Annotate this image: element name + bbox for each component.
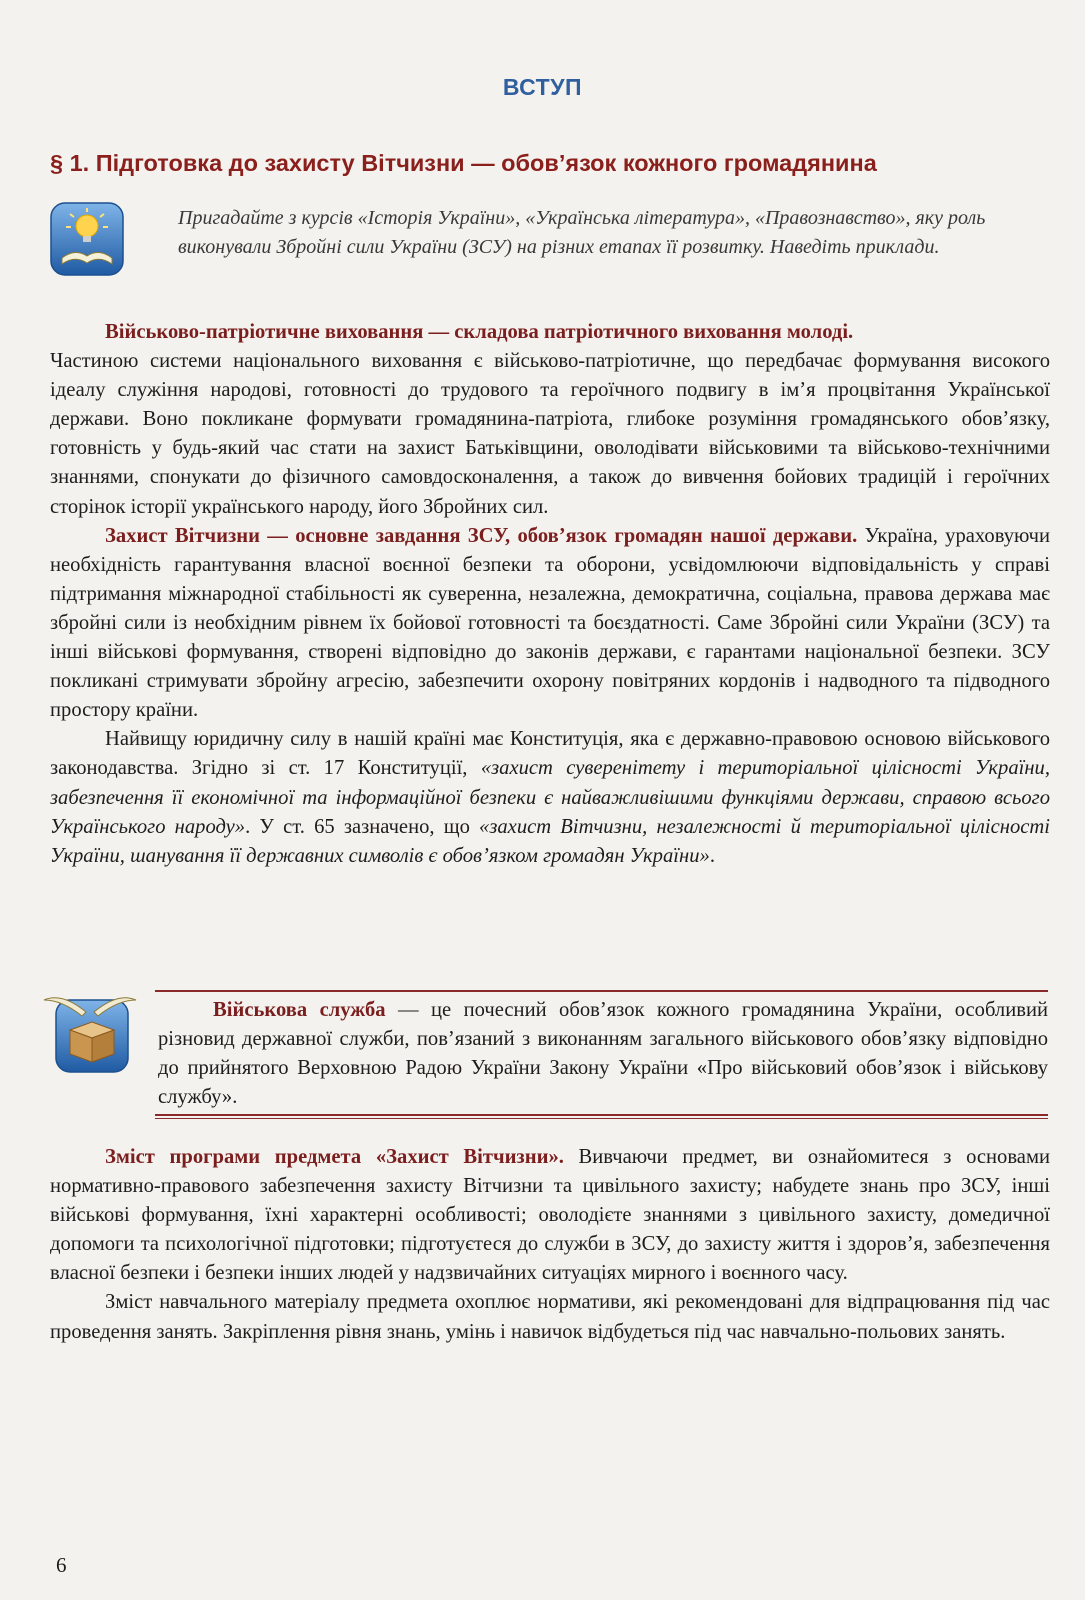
chapter-title: ВСТУП	[502, 74, 583, 100]
paragraph-text: . У ст. 65 зазначено, що	[245, 815, 480, 838]
paragraph-text: Найвищу юридичну силу в нашій країні має Конституція, яка є державно-правовою основою військового законодавства. Згідно зі ст. 17 Конституції,	[50, 728, 1050, 780]
paragraph-upbringing	[50, 318, 1050, 522]
paragraph-heading: Військово-патріотичне виховання — складова патріотичного виховання молоді.	[105, 321, 854, 343]
paragraph-text: Зміст навчального матеріалу предмета охоплює нормативи, які рекомендовані для відпрацювання під час проведення занять. Закріплення рівня знань, умінь і навичок відбудеться під час навчально-польових занять.	[50, 1291, 1050, 1343]
definition-text: — це почесний обов’язок кожного громадянина України, особливий різновид державної служби, пов’язаний з виконанням загального військового обов’язку відповідно до прийнятого Верховною Радою України Закону України «Про військовий обов’язок і військову службу».	[158, 999, 1048, 1109]
main-text-block-2	[50, 1143, 1050, 1347]
paragraph-program	[50, 1143, 1050, 1288]
paragraph-defense	[50, 522, 1050, 726]
paragraph-constitution	[50, 725, 1050, 870]
definition-bottom-rule	[155, 1114, 1048, 1119]
paragraph-heading: Захист Вітчизни — основне завдання ЗСУ, обов’язок громадян нашої держави.	[105, 524, 858, 547]
open-box-icon	[42, 990, 138, 1074]
paragraph-text: .	[709, 844, 715, 867]
paragraph-text: Україна, ураховуючи необхідність гарантування власної воєнної безпеки та оборони, усвідомлюючи відповідальність у справі підтримання міжнародної стабільності як суверенна, незалежна, демократична, соціальна, правова держава має збройні сили із необхідним рівнем їх бойової готовності та боєздатності. Саме Збройні сили України (ЗСУ) та інші військові формування, створені відповідно до законів держави, є гарантами національної безпеки. ЗСУ покликані стримувати збройну агресію, забезпечити охорону повітряних кордонів і надводного та підводного простору країни.	[50, 524, 1050, 722]
paragraph-text: Частиною системи національного виховання є військово-патріотичне, що передбачає формування високого ідеалу служіння народові, готовності до трудового та героїчного подвигу в ім’я процвітання Української держави. Воно покликане формувати громадянина-патріота, глибоке розуміння громадянського обов’язку, готовність у будь-який час стати на захист Батьківщини, оволодівати військовими та військово-технічними знаннями, спонукати до фізичного самовдосконалення, а також до вивчення бойових традицій і героїчних сторінок історії українського народу, його Збройних сил.	[50, 350, 1050, 518]
paragraph-text: Вивчаючи предмет, ви ознайомитеся з основами нормативно-правового забезпечення захисту Вітчизни та цивільного захисту; набудете знань про ЗСУ, інші військові формування, їхні характерні особливості; оволодієте знаннями з цивільного захисту, домедичної допомоги та психологічної підготовки; підготуєтеся до служби в ЗСУ, до захисту життя і здоров’я, забезпечення власної безпеки і безпеки інших людей у надзвичайних ситуаціях мирного і воєнного часу.	[50, 1146, 1050, 1285]
definition-term: Військова служба	[213, 999, 386, 1021]
lightbulb-book-icon	[50, 202, 124, 276]
constitution-quote: «захист Вітчизни, незалежності й територіальної цілісності України, шанування її державних символів є обов’язком громадян України»	[50, 815, 1050, 867]
paragraph-heading: Зміст програми предмета «Захист Вітчизни».	[105, 1146, 564, 1168]
section-title: § 1. Підготовка до захисту Вітчизни — обов’язок кожного громадянина	[50, 150, 877, 176]
definition-top-rule	[155, 990, 1048, 992]
paragraph-content	[50, 1288, 1050, 1346]
recall-prompt: Пригадайте з курсів «Історія України», «Українська література», «Правознавство», яку роль виконували Збройні сили України (ЗСУ) на різних етапах її розвитку. Наведіть приклади.	[178, 207, 986, 258]
main-text-block-1	[50, 318, 1050, 871]
page-number: 6	[56, 1553, 67, 1577]
constitution-quote: «захист суверенітету і територіальної цілісності України, забезпечення її економічної та інформаційної безпеки є найважливішими функціями держави, справою всього Українського народу»	[50, 757, 1051, 838]
definition-block	[158, 996, 1048, 1112]
